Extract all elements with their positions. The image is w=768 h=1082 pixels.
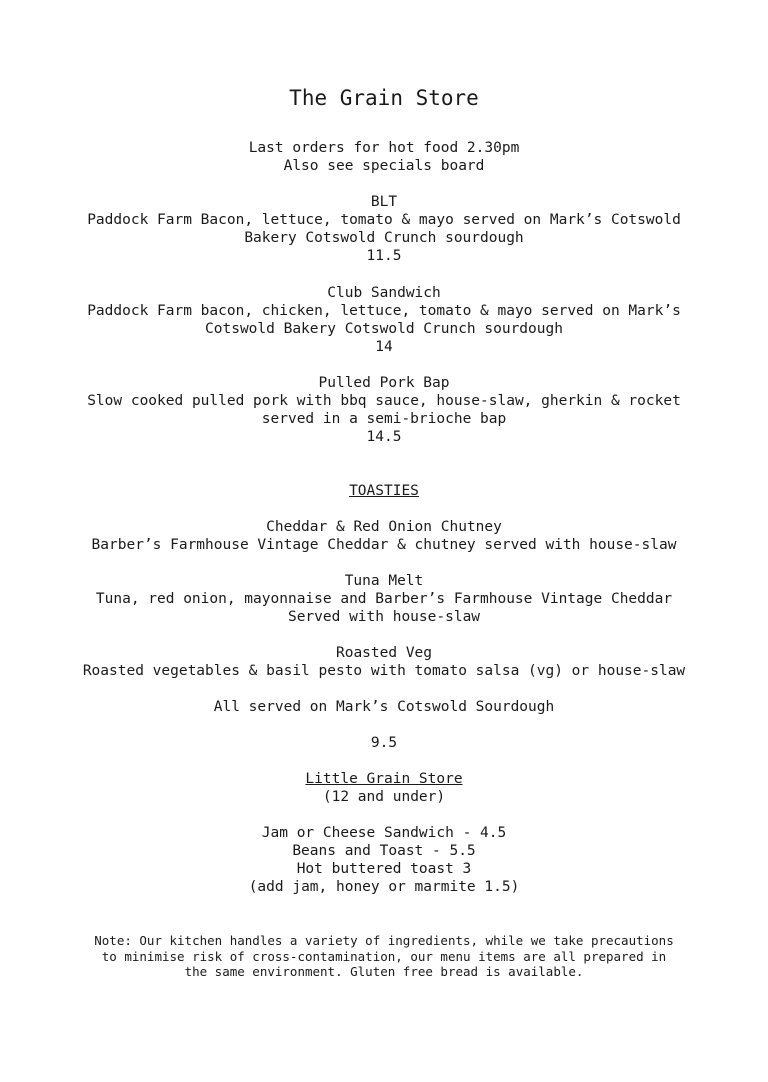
- item-name: Cheddar & Red Onion Chutney: [266, 519, 502, 535]
- toasties-price-block: [0, 734, 768, 752]
- note-line: Note: Our kitchen handles a variety of ingredients, while we take precautions: [94, 933, 674, 948]
- menu-item-blt: [0, 193, 768, 265]
- note-line: the same environment. Gluten free bread is available.: [184, 964, 584, 979]
- kids-items-block: [0, 824, 768, 896]
- served-on-text: All served on Mark’s Cotswold Sourdough: [213, 699, 555, 715]
- menu-item-cheddar-chutney: [0, 518, 768, 554]
- item-name: Club Sandwich: [327, 285, 441, 301]
- item-description: Roasted vegetables & basil pesto with tomato salsa (vg) or house-slaw: [82, 663, 686, 679]
- page-title: The Grain Store: [289, 86, 479, 110]
- item-description: served in a semi-brioche bap: [261, 411, 507, 427]
- item-description: Served with house-slaw: [287, 609, 481, 625]
- item-description: Barber’s Farmhouse Vintage Cheddar & chutney served with house-slaw: [91, 537, 677, 553]
- kids-item: Beans and Toast - 5.5: [292, 843, 476, 859]
- menu-item-tuna-melt: [0, 572, 768, 626]
- item-description: Cotswold Bakery Cotswold Crunch sourdough: [205, 321, 563, 337]
- allergen-note: [0, 933, 768, 980]
- note-line: to minimise risk of cross-contamination, our menu items are all prepared in: [101, 948, 667, 964]
- kids-item: Jam or Cheese Sandwich - 4.5: [261, 825, 507, 841]
- kids-item: (add jam, honey or marmite 1.5): [248, 879, 520, 895]
- item-name: Pulled Pork Bap: [318, 375, 450, 391]
- kids-item: Hot buttered toast 3: [296, 861, 472, 877]
- item-description: Paddock Farm bacon, chicken, lettuce, tomato & mayo served on Mark’s: [87, 303, 681, 319]
- item-name: BLT: [370, 194, 398, 210]
- toasties-served-on: [0, 698, 768, 716]
- section-heading-little-grain-store: Little Grain Store: [305, 771, 463, 787]
- item-price: 11.5: [366, 248, 402, 264]
- toasties-heading-block: [0, 482, 768, 500]
- section-subheading: (12 and under): [322, 789, 446, 805]
- item-name: Tuna Melt: [344, 573, 424, 589]
- item-price: 14.5: [366, 429, 402, 445]
- menu-item-pulled-pork-bap: [0, 374, 768, 446]
- item-description: Bakery Cotswold Crunch sourdough: [244, 230, 524, 246]
- item-description: Tuna, red onion, mayonnaise and Barber’s Farmhouse Vintage Cheddar: [95, 591, 673, 607]
- item-price: 14: [375, 339, 393, 355]
- toasties-price: 9.5: [370, 735, 398, 751]
- intro-block: [0, 139, 768, 175]
- section-heading-toasties: TOASTIES: [349, 483, 419, 499]
- specials-text: Also see specials board: [283, 158, 485, 174]
- item-description: Slow cooked pulled pork with bbq sauce, house-slaw, gherkin & rocket: [87, 393, 681, 409]
- menu-item-club-sandwich: [0, 284, 768, 356]
- item-name: Roasted Veg: [335, 645, 433, 661]
- last-orders-text: Last orders for hot food 2.30pm: [248, 140, 520, 156]
- item-description: Paddock Farm Bacon, lettuce, tomato & mayo served on Mark’s Cotswold: [87, 212, 681, 228]
- kids-heading-block: [0, 770, 768, 806]
- menu-item-roasted-veg: [0, 644, 768, 680]
